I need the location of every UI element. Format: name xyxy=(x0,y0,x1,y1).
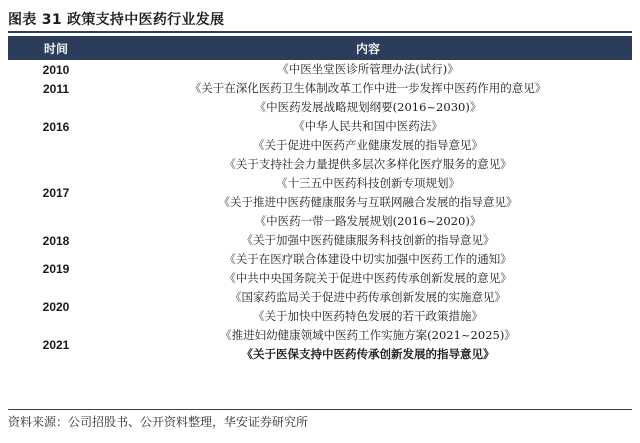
policy-document: 《关于加快中医药特色发展的若干政策措施》 xyxy=(253,309,483,323)
policy-document: 《中医药发展战略规划纲要(2016~2030)》 xyxy=(254,100,482,114)
year-cell: 2010 xyxy=(42,62,70,77)
year-cell: 2020 xyxy=(42,300,70,314)
title-rule xyxy=(8,31,632,33)
table-row xyxy=(8,117,632,136)
policy-document: 《十三五中医药科技创新专项规划》 xyxy=(276,176,460,190)
table-row xyxy=(8,60,632,79)
content-cell xyxy=(104,288,632,326)
policy-document: 《国家药监局关于促进中药传承创新发展的实施意见》 xyxy=(230,290,506,304)
table-row xyxy=(8,326,632,364)
table-row xyxy=(8,250,632,288)
year-cell xyxy=(8,98,104,117)
content-cell xyxy=(104,117,632,136)
year-cell: 2021 xyxy=(42,338,70,352)
table-row xyxy=(8,231,632,250)
header-time: 时间 xyxy=(8,36,104,60)
year-cell: 2016 xyxy=(42,119,70,134)
content-cell xyxy=(104,136,632,155)
content-cell xyxy=(104,98,632,117)
year-cell: 2017 xyxy=(42,186,70,200)
table-row xyxy=(8,98,632,117)
source-note: 资料来源：公司招股书、公开资料整理，华安证券研究所 xyxy=(8,415,309,429)
table-row xyxy=(8,136,632,155)
year-cell xyxy=(8,136,104,155)
policy-document: 《关于在深化医药卫生体制改革工作中进一步发挥中医药作用的意见》 xyxy=(189,81,547,95)
policy-document: 《关于医保支持中医药传承创新发展的指导意见》 xyxy=(241,347,495,361)
policy-document: 《关于促进中医药产业健康发展的指导意见》 xyxy=(253,138,483,152)
year-cell: 2019 xyxy=(42,262,70,276)
header-content: 内容 xyxy=(104,36,632,60)
table-row xyxy=(8,288,632,326)
policy-document: 《中华人民共和国中医药法》 xyxy=(293,119,443,133)
table-body xyxy=(8,60,632,364)
content-cell xyxy=(104,155,632,231)
figure-title: 图表 31 政策支持中医药行业发展 xyxy=(8,12,225,28)
content-cell xyxy=(104,231,632,250)
policy-document: 《中医坐堂医诊所管理办法(试行)》 xyxy=(277,62,459,76)
content-cell xyxy=(104,326,632,364)
content-cell xyxy=(104,79,632,98)
table-row xyxy=(8,155,632,231)
table-header-row xyxy=(8,36,632,60)
policy-table xyxy=(8,36,632,364)
policy-document: 《关于加强中医药健康服务科技创新的指导意见》 xyxy=(241,233,495,247)
content-cell xyxy=(104,250,632,288)
policy-document: 《中共中央国务院关于促进中医药传承创新发展的意见》 xyxy=(224,271,512,285)
policy-document: 《关于推进中医药健康服务与互联网融合发展的指导意见》 xyxy=(218,195,518,209)
content-cell xyxy=(104,60,632,79)
policy-document: 《推进妇幼健康领域中医药工作实施方案(2021~2025)》 xyxy=(220,328,516,342)
year-cell: 2018 xyxy=(42,233,70,248)
policy-document: 《关于在医疗联合体建设中切实加强中医药工作的通知》 xyxy=(224,252,512,266)
policy-document: 《关于支持社会力量提供多层次多样化医疗服务的意见》 xyxy=(224,157,512,171)
table-row xyxy=(8,79,632,98)
year-cell: 2011 xyxy=(42,81,70,96)
bottom-rule xyxy=(8,409,632,410)
policy-document: 《中医药一带一路发展规划(2016~2020)》 xyxy=(254,214,482,228)
